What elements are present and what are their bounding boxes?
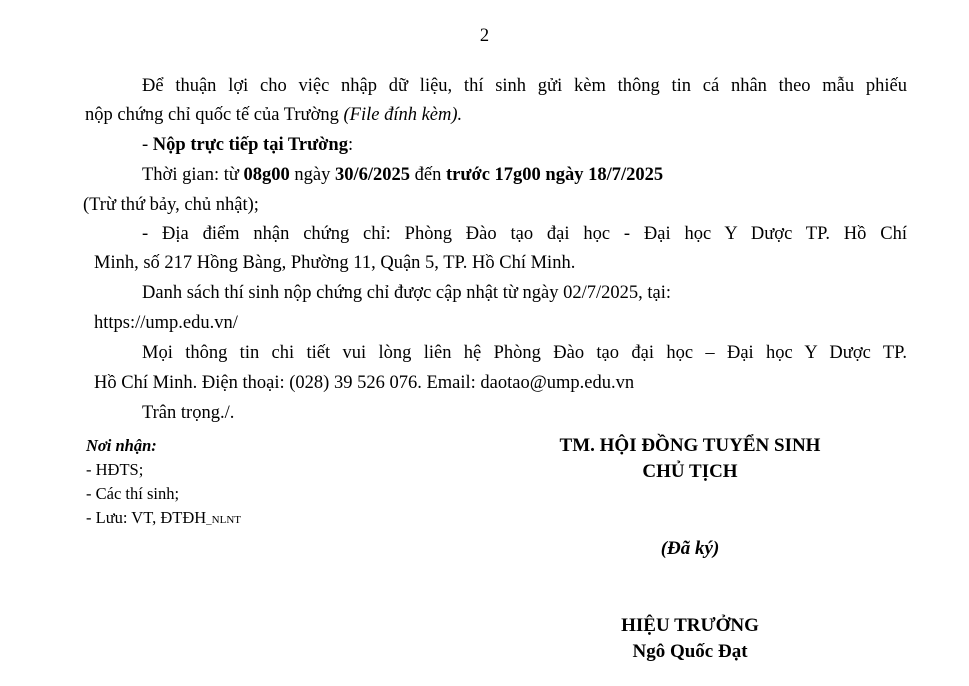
recipient-item-sub: _NLNT [206, 514, 241, 526]
closing: Trân trọng./. [142, 403, 235, 423]
recipient-item-text: - Lưu: VT, ĐTĐH [86, 508, 207, 527]
direct-submission-heading [142, 135, 353, 156]
time-mid1: ngày [289, 165, 335, 185]
start-date: 30/6/2025 [334, 165, 411, 185]
contact-line2: Hồ Chí Minh. Điện thoại: (028) 39 526 076. Email: daotao@ump.edu.vn [94, 373, 635, 393]
paragraph-intro-line1: Để thuận lợi cho việc nhập dữ liệu, thí sinh gửi kèm thông tin cá nhân theo mẫu phiếu [142, 76, 907, 96]
list-line1: Danh sách thí sinh nộp chứng chỉ được cập nhật từ ngày 02/7/2025, tại: [142, 283, 671, 303]
direct-heading-text: Nộp trực tiếp tại Trường [152, 135, 348, 155]
signature-title: HIỆU TRƯỞNG [621, 615, 759, 636]
signature-org: TM. HỘI ĐỒNG TUYỂN SINH [559, 435, 821, 456]
end-time: trước 17g00 ngày 18/7/2025 [445, 165, 664, 185]
time-label: Thời gian: từ [142, 165, 244, 185]
intro-text: nộp chứng chỉ quốc tế của Trường [85, 105, 344, 125]
contact-line1: Mọi thông tin chi tiết vui lòng liên hệ Phòng Đào tạo đại học – Đại học Y Dược TP. [142, 343, 907, 363]
website-link[interactable]: https://ump.edu.vn/ [94, 313, 238, 333]
dash: - [142, 135, 153, 155]
time-note: (Trừ thứ bảy, chủ nhật); [83, 195, 259, 215]
page-number: 2 [479, 26, 490, 46]
signed-note: (Đã ký) [660, 538, 720, 559]
colon: : [347, 135, 354, 155]
signature-name: Ngô Quốc Đạt [632, 641, 748, 662]
recipient-item: - Các thí sinh; [86, 484, 180, 503]
start-time: 08g00 [243, 165, 290, 185]
paragraph-intro-line2 [85, 105, 907, 126]
attachment-note: (File đính kèm). [343, 105, 463, 125]
location-line2: Minh, số 217 Hồng Bàng, Phường 11, Quận 5, TP. Hồ Chí Minh. [94, 253, 576, 273]
time-line [142, 165, 663, 186]
time-mid2: đến [410, 165, 446, 185]
location-line1: - Địa điểm nhận chứng chỉ: Phòng Đào tạo đại học - Đại học Y Dược TP. Hồ Chí [142, 224, 907, 244]
recipient-item [86, 508, 241, 528]
recipient-item: - HĐTS; [86, 460, 144, 479]
signature-role: CHỦ TỊCH [642, 461, 738, 482]
recipients-heading: Nơi nhận: [86, 436, 157, 455]
